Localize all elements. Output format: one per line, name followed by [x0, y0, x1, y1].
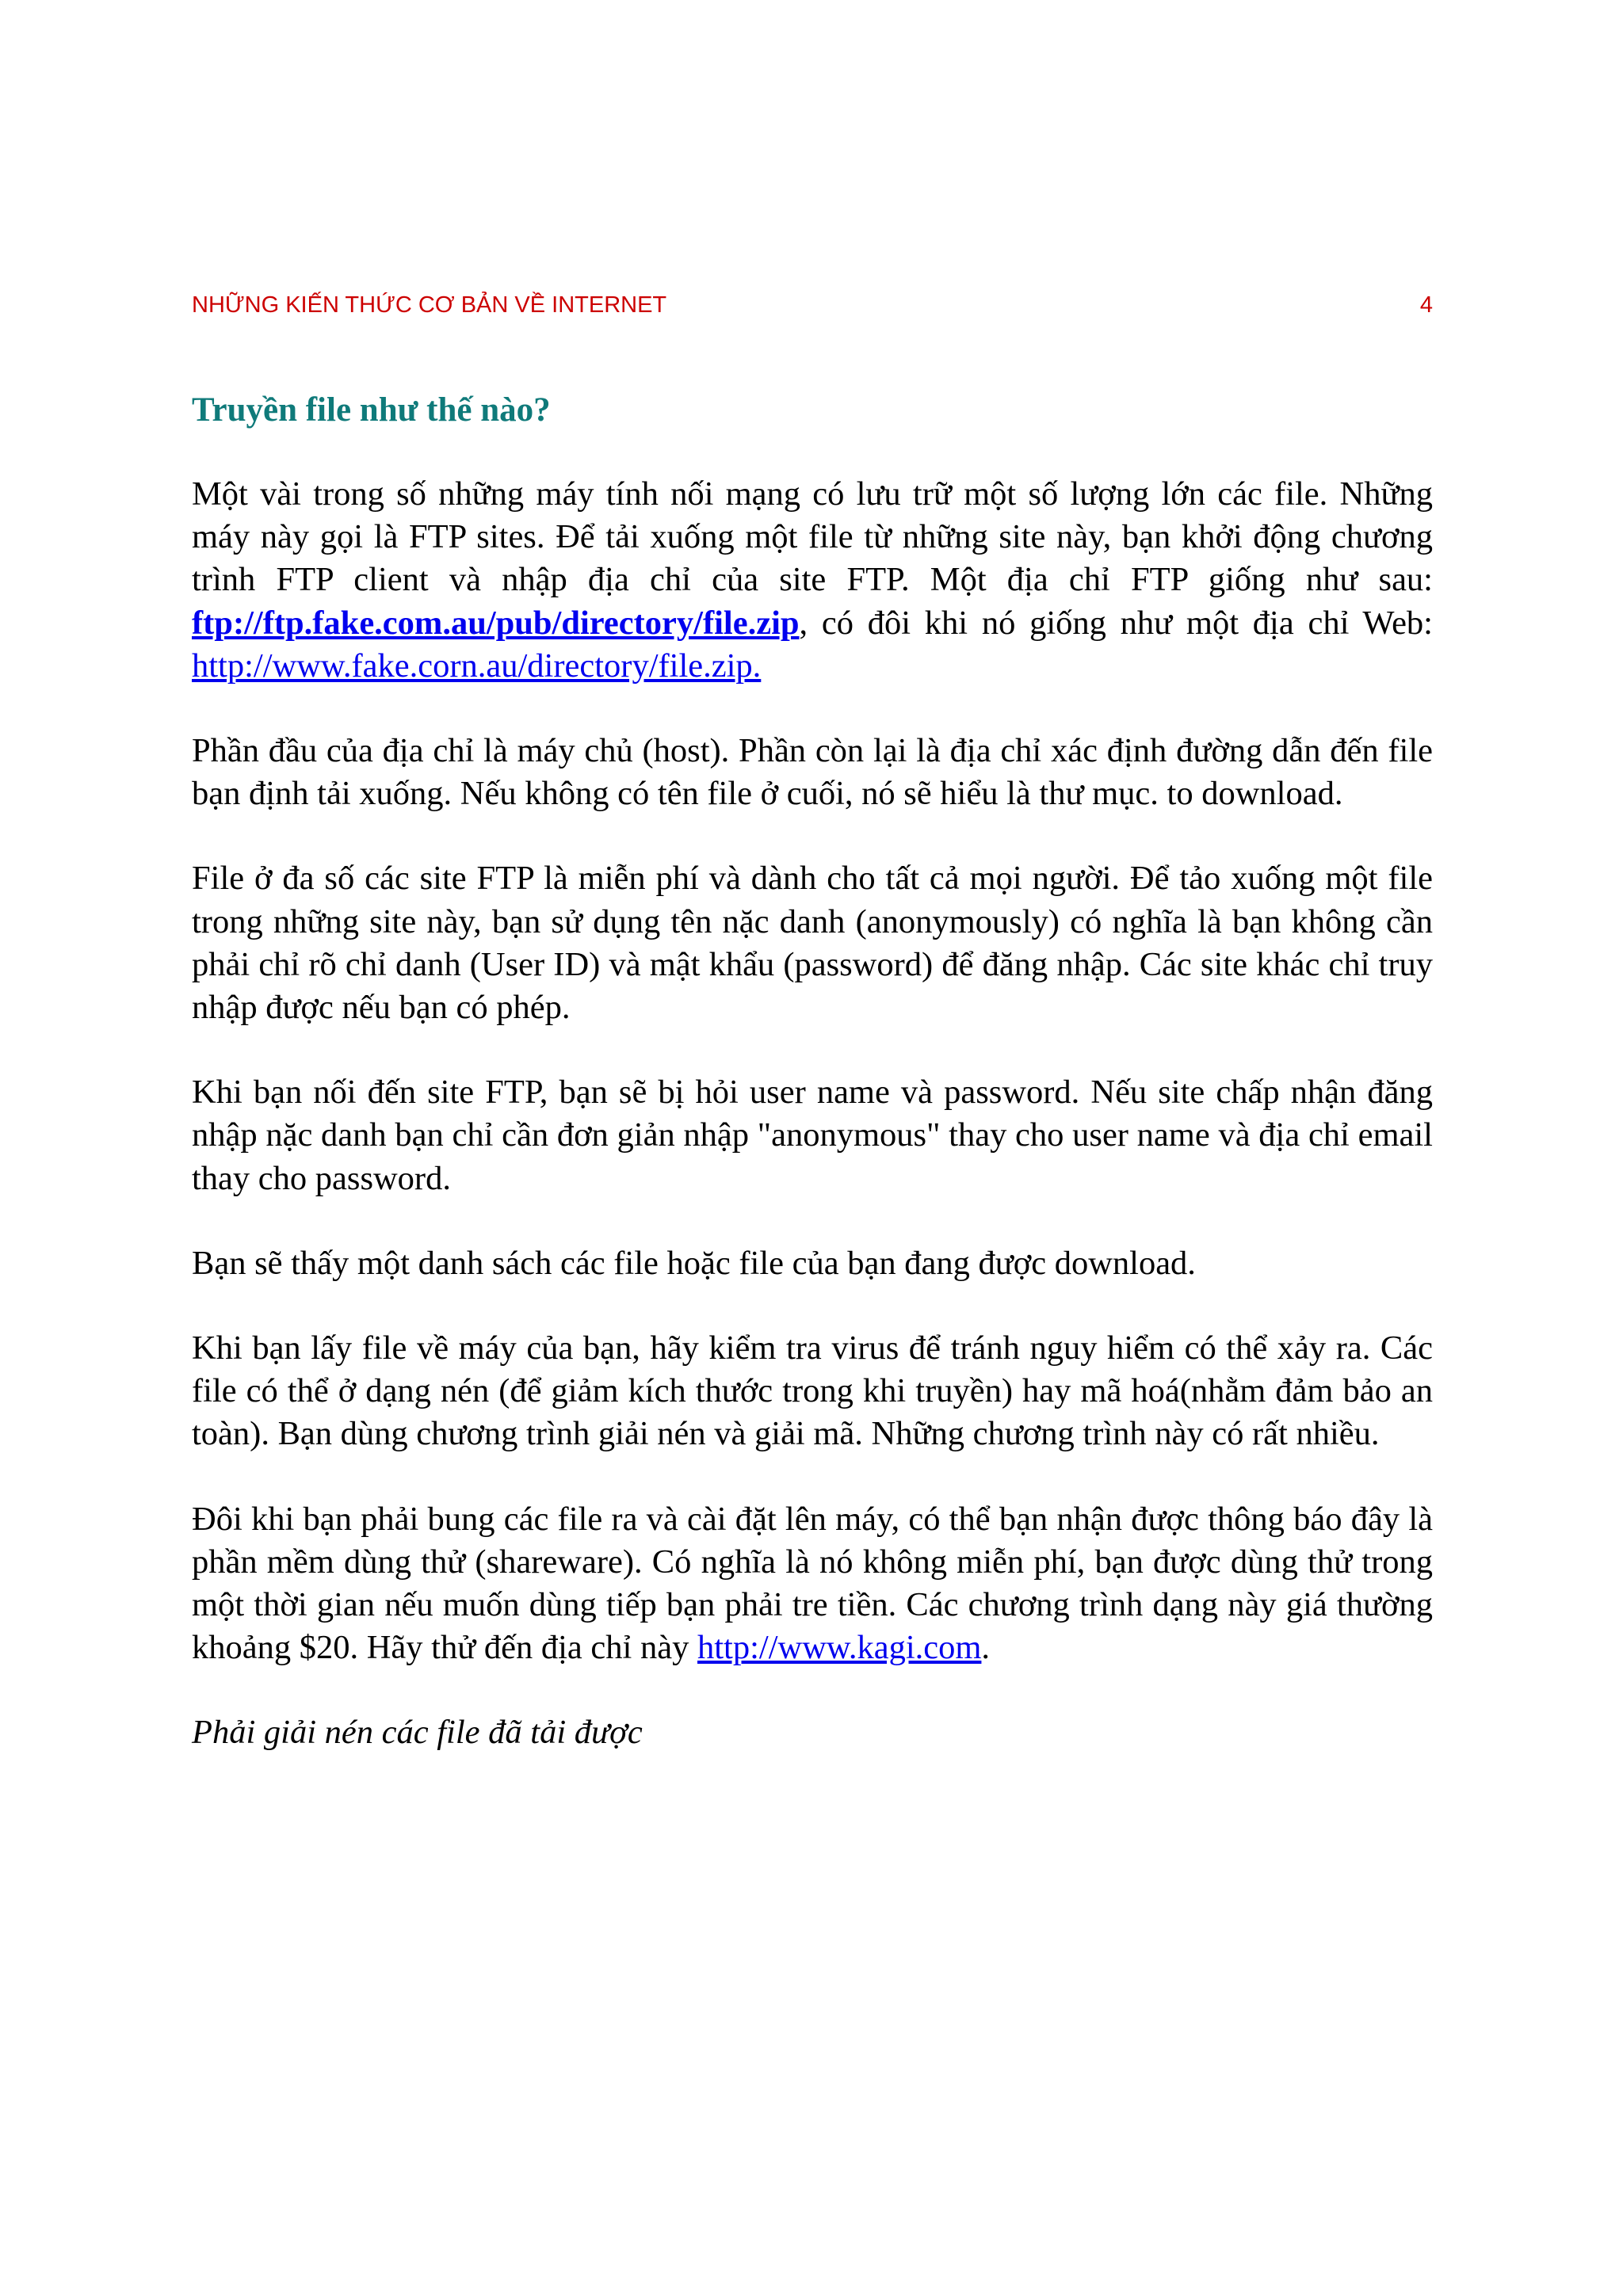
paragraph-text: Đôi khi bạn phải bung các file ra và cài đặt lên máy, có thể bạn nhận được thông báo đây là phần mềm dùng thử (shareware). Có nghĩa là nó không miễn phí, bạn được dùng thử trong một thời gian nếu muốn dùng tiếp bạn phải tre tiền. Các chương trình dạng này giá thường khoảng $20. Hãy thử đến địa chỉ này — [192, 1500, 1433, 1667]
document-body — [192, 473, 1433, 1797]
paragraph-text: . — [981, 1629, 991, 1667]
page-number: 4 — [1419, 292, 1433, 318]
paragraph-file-list: Bạn sẽ thấy một danh sách các file hoặc file của bạn đang được download. — [192, 1244, 1196, 1282]
paragraph-ftp-sites — [192, 473, 1433, 688]
paragraph-address-parts: Phần đầu của địa chỉ là máy chủ (host). Phần còn lại là địa chỉ xác định đường dẫn đến file bạn định tải xuống. Nếu không có tên file ở cuối, nó sẽ hiểu là thư mục. to download. — [192, 732, 1433, 813]
running-header — [192, 292, 1433, 318]
paragraph-shareware — [192, 1498, 1433, 1670]
running-header-title: NHỮNG KIẾN THỨC CƠ BẢN VỀ INTERNET — [192, 292, 667, 318]
paragraph-virus-check: Khi bạn lấy file về máy của bạn, hãy kiểm tra virus để tránh nguy hiểm có thể xảy ra. Các file có thể ở dạng nén (để giảm kích thước trong khi truyền) hay mã hoá(nhằm đảm bảo an toàn). Bạn dùng chương trình giải nén và giải mã. Những chương trình này có rất nhiều. — [192, 1329, 1433, 1453]
paragraph-text: , có đôi khi nó giống như một địa chỉ Web: — [799, 604, 1433, 642]
kagi-link[interactable]: http://www.kagi.com — [697, 1629, 982, 1667]
web-address-link[interactable]: http://www.fake.corn.au/directory/file.zip. — [192, 646, 762, 685]
paragraph-login: Khi bạn nối đến site FTP, bạn sẽ bị hỏi user name và password. Nếu site chấp nhận đăng nhập nặc danh bạn chỉ cần đơn giản nhập "anonymous" thay cho user name và địa chỉ email thay cho password. — [192, 1074, 1433, 1197]
ftp-address-link[interactable]: ftp://ftp.fake.com.au/pub/directory/file.zip — [192, 604, 800, 642]
paragraph-anonymous-access: File ở đa số các site FTP là miễn phí và dành cho tất cả mọi người. Để tảo xuống một file trong những site này, bạn sử dụng tên nặc danh (anonymously) có nghĩa là bạn không cần phải chỉ rõ chỉ danh (User ID) và mật khẩu (password) để đăng nhập. Các site khác chỉ truy nhập được nếu bạn có phép. — [192, 860, 1433, 1027]
italic-subheading: Phải giải nén các file đã tải được — [192, 1714, 643, 1752]
paragraph-text: Một vài trong số những máy tính nối mạng có lưu trữ một số lượng lớn các file. Những máy này gọi là FTP sites. Để tải xuống một file từ những site này, bạn khởi động chương trình FTP client và nhập địa chỉ của site FTP. Một địa chỉ FTP giống như sau: — [192, 475, 1433, 599]
section-title: Truyền file như thế nào? — [192, 391, 551, 429]
